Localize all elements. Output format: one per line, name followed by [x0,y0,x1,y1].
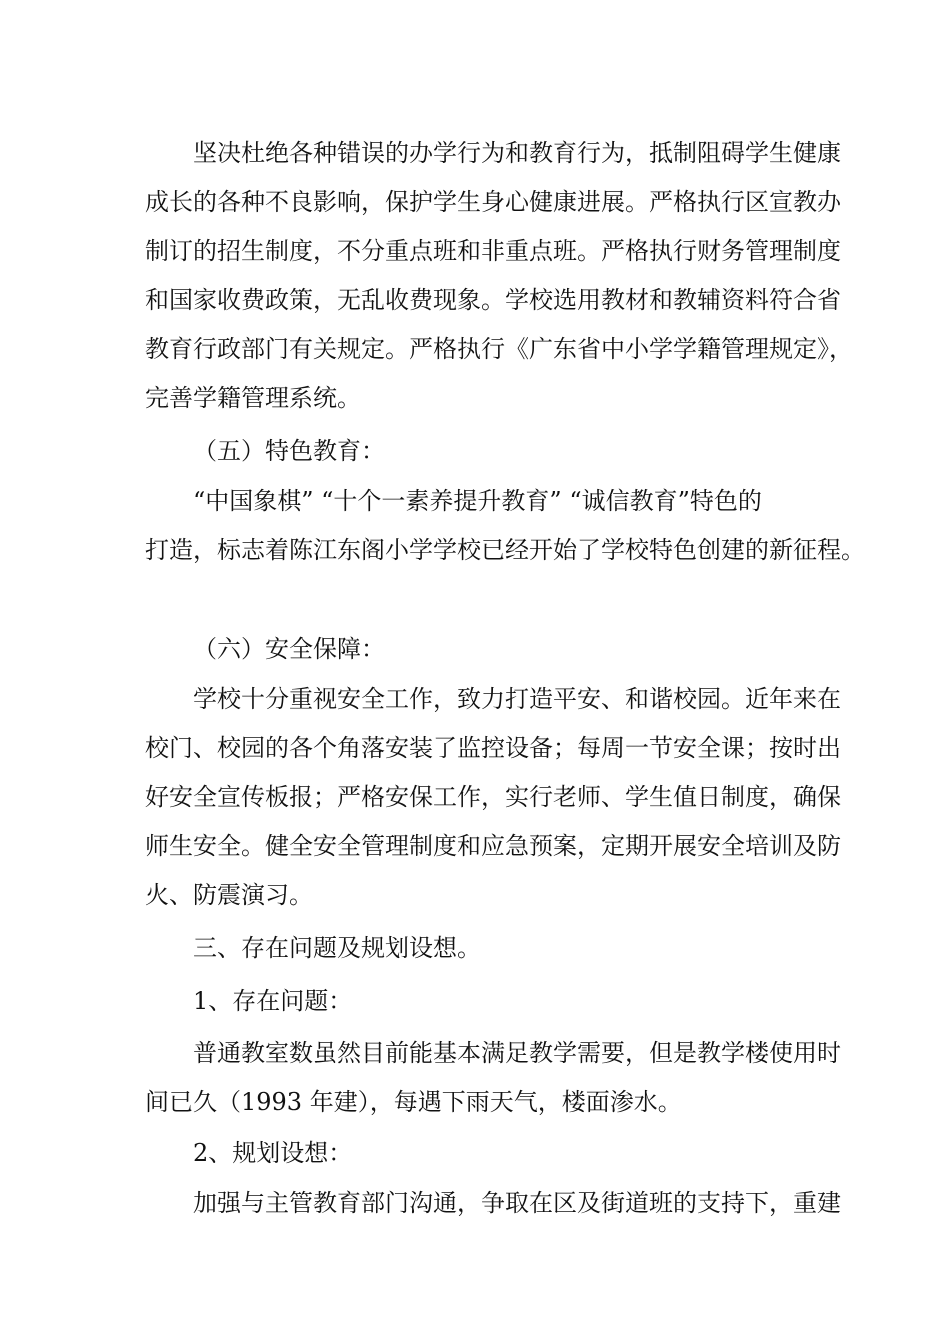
paragraph-line: 好安全宣传板报；严格安保工作，实行老师、学生值日制度，确保 [145,783,841,811]
section-heading: 1、存在问题： [193,987,353,1015]
paragraph-line: 火、防震演习。 [145,881,313,909]
paragraph-line: 和国家收费政策，无乱收费现象。学校选用教材和教辅资料符合省 [145,286,841,314]
paragraph-line: 教育行政部门有关规定。严格执行《广东省中小学学籍管理规定》， [145,335,853,363]
paragraph-line: 完善学籍管理系统。 [145,384,361,412]
paragraph-line: 间已久（1993 年建），每遇下雨天气，楼面渗水。 [145,1088,682,1116]
paragraph-line: 打造，标志着陈江东阁小学学校已经开始了学校特色创建的新征程。 [145,536,865,564]
paragraph-line: 制订的招生制度，不分重点班和非重点班。严格执行财务管理制度 [145,237,841,265]
paragraph-line: 坚决杜绝各种错误的办学行为和教育行为，抵制阻碍学生健康 [193,139,841,167]
paragraph-line: 师生安全。健全安全管理制度和应急预案，定期开展安全培训及防 [145,832,841,860]
paragraph-line: 学校十分重视安全工作，致力打造平安、和谐校园。近年来在 [193,685,841,713]
paragraph-line: 加强与主管教育部门沟通，争取在区及街道班的支持下，重建 [193,1189,841,1217]
paragraph-line: 校门、校园的各个角落安装了监控设备；每周一节安全课；按时出 [145,734,841,762]
paragraph-line: 普通教室数虽然目前能基本满足教学需要，但是教学楼使用时 [193,1039,841,1067]
section-heading: （六）安全保障： [193,635,385,663]
section-heading: （五）特色教育： [193,437,385,465]
paragraph-line: 成长的各种不良影响，保护学生身心健康进展。严格执行区宣教办 [145,188,841,216]
section-heading: 2、规划设想： [193,1139,353,1167]
paragraph-line: “中国象棋” “十个一素养提升教育” “诚信教育”特色的 [193,487,762,515]
section-heading: 三、存在问题及规划设想。 [193,934,481,962]
